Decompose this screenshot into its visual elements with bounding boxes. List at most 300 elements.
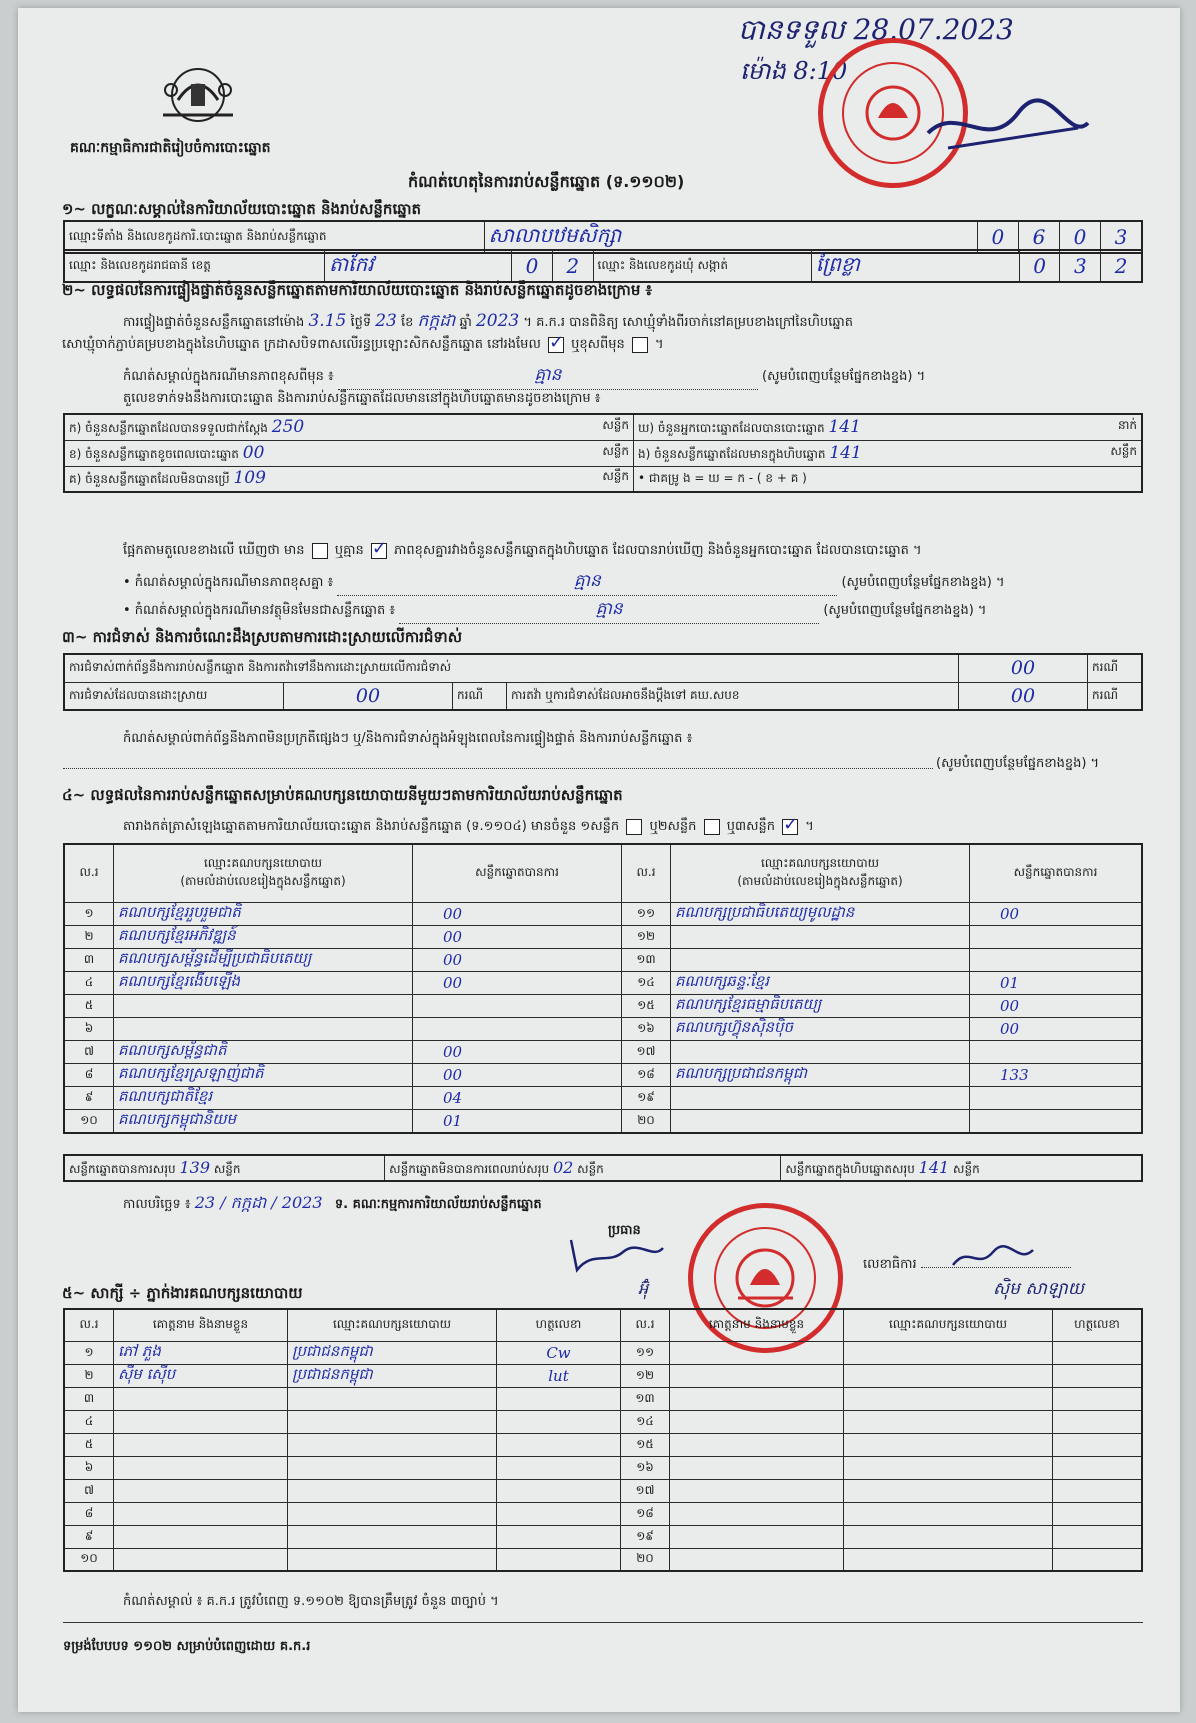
b-label: ខ) ចំនួនសន្លឹកឆ្នោតខូចពេលបោះឆ្នោត (69, 446, 239, 461)
w-col-name: គោត្តនាម និងនាមខ្លួន (670, 1309, 844, 1341)
result-party: គណបក្សសម្ព័ន្ធដើម្បីប្រជាធិបតេយ្យ (114, 948, 413, 971)
row-d (634, 414, 1143, 440)
footer-text: ទម្រង់បែបបទ ១១០២ សម្រាប់បំពេញដោយ គ.ក.រ (63, 1639, 311, 1654)
s1-row2-label: ឈ្មោះ និងលេខកូដរាជធានី ខេត្ត (64, 250, 325, 282)
result-party: គណបក្សខ្មែរអភិវឌ្ឍន៍ (114, 925, 413, 948)
witness-party (844, 1433, 1053, 1456)
witness-name (670, 1433, 844, 1456)
result-no: ២០ (622, 1109, 671, 1133)
witness-party (288, 1433, 497, 1456)
witness-no: ១៩ (621, 1525, 670, 1548)
witness-row (64, 1433, 1142, 1456)
s1-row1-label: ឈ្មោះទីតាំង និងលេខកូដការិ.បោះឆ្នោត និងរាប់សន្លឹកឆ្នោត (64, 221, 484, 253)
w-col-no: ល.រ (64, 1309, 114, 1341)
witness-row (64, 1410, 1142, 1433)
w-col-no: ល.រ (621, 1309, 670, 1341)
results-row (64, 994, 1142, 1017)
witness-name (114, 1502, 288, 1525)
obj-r2b-value: 00 (959, 682, 1088, 710)
w-col-party: ឈ្មោះគណបក្សនយោបាយ (288, 1309, 497, 1341)
nec-emblem (153, 60, 243, 130)
section4-title: ៤~ លទ្ធផលនៃការរាប់សន្លឹកឆ្នោតសម្រាប់គណបក្សនយោបាយនីមួយៗតាមការិយាល័យរាប់សន្លឹកឆ្នោត (62, 786, 623, 804)
result-no: ១ (64, 902, 114, 925)
ballot-count-table (63, 413, 1143, 493)
obj-r2-label: ការជំទាស់ដែលបានដោះស្រាយ (64, 682, 284, 710)
result-votes (970, 925, 1143, 948)
witness-no: ៦ (64, 1456, 114, 1479)
witness-name (114, 1410, 288, 1433)
witness-signature (1053, 1456, 1143, 1479)
s2-p4: តួលេខទាក់ទងនឹងការបោះឆ្នោត និងការរាប់សន្លឹកឆ្នោតដែលមាននៅក្នុងហិបឆ្នោតមានដូចខាងក្រោម ៖ (123, 391, 601, 406)
s1-digit: 6 (1018, 221, 1059, 253)
witness-row (64, 1341, 1142, 1364)
s2-p6-hint: (សូមបំពេញបន្ថែមផ្នែកខាងខ្នង) ។ (841, 575, 1005, 590)
section1-table-row2 (63, 249, 1143, 283)
witness-no: ៥ (64, 1433, 114, 1456)
witness-no: ១ (64, 1341, 114, 1364)
results-row (64, 1086, 1142, 1109)
witness-name (670, 1525, 844, 1548)
s4-intro-c: ឬ៣សន្លឹក (726, 819, 775, 834)
e-value: 141 (829, 442, 862, 463)
result-votes: 01 (970, 971, 1143, 994)
s2-p5-text: ផ្អែកតាមតួលេខខាងលើ ឃើញថា មាន (123, 543, 305, 558)
witness-no: ៣ (64, 1387, 114, 1410)
col-party (114, 844, 413, 902)
witness-signature (1053, 1502, 1143, 1525)
b-value: 00 (242, 442, 265, 463)
witness-party (844, 1341, 1053, 1364)
col-party (671, 844, 970, 902)
has-difference-checkbox[interactable] (312, 543, 328, 559)
s1-row2-label-b: ឈ្មោះ និងលេខកូដឃុំ សង្កាត់ (593, 250, 811, 282)
witness-signature (497, 1433, 621, 1456)
witness-no: ១១ (621, 1341, 670, 1364)
witness-no: ១០ (64, 1548, 114, 1571)
col-votes: សន្លឹកឆ្នោតបានការ (413, 844, 622, 902)
witness-signature (1053, 1479, 1143, 1502)
s2-p2-ok: ឬខុសពីមុន (571, 337, 625, 352)
result-party: គណបក្សខ្មែររួបរួមជាតិ (114, 902, 413, 925)
witness-table (63, 1308, 1143, 1572)
witness-signature (497, 1479, 621, 1502)
same-checkbox[interactable] (548, 337, 564, 353)
result-no: ១១ (622, 902, 671, 925)
row-a (64, 414, 634, 440)
witness-no: ១៥ (621, 1433, 670, 1456)
witness-party (288, 1456, 497, 1479)
result-no: ២ (64, 925, 114, 948)
result-votes: 00 (970, 1017, 1143, 1040)
witness-party: ប្រជាជនកម្ពុជា (288, 1364, 497, 1387)
s4-date-label: កាលបរិច្ឆេទ ៖ (123, 1197, 191, 1212)
col-votes: សន្លឹកឆ្នោតបានការ (970, 844, 1143, 902)
witness-name (670, 1502, 844, 1525)
section5-title: ៥~ សាក្សី ÷ ភ្នាក់ងារគណបក្សនយោបាយ (62, 1284, 303, 1302)
d-unit: នាក់ (1117, 417, 1137, 432)
total-box-value: 141 (918, 1157, 950, 1177)
result-party: គណបក្សកម្ពុជានិយម (114, 1109, 413, 1133)
witness-signature (1053, 1433, 1143, 1456)
results-row (64, 1017, 1142, 1040)
chair-label: ប្រធាន (608, 1223, 641, 1238)
witness-signature (497, 1387, 621, 1410)
result-party (114, 994, 413, 1017)
result-votes: 01 (413, 1109, 622, 1133)
different-checkbox[interactable] (632, 337, 648, 353)
secretary-name: ស៊ិម សាឡាយ (993, 1279, 1084, 1299)
witness-row (64, 1502, 1142, 1525)
witness-row (64, 1479, 1142, 1502)
result-party: គណបក្សហ៊្វុនស៊ិនប៉ិច (671, 1017, 970, 1040)
witness-name (114, 1456, 288, 1479)
result-party: គណបក្សប្រជាធិបតេយ្យមូលដ្ឋាន (671, 902, 970, 925)
col-no: ល.រ (622, 844, 671, 902)
s2-p1c: ខែ (401, 315, 414, 330)
witness-no: ១៦ (621, 1456, 670, 1479)
witness-name (114, 1479, 288, 1502)
s2-p7-hint: (សូមបំពេញបន្ថែមផ្នែកខាងខ្នង) ។ (823, 603, 987, 618)
witness-no: ៧ (64, 1479, 114, 1502)
result-party (671, 1109, 970, 1133)
s4-intro-text: តារាងកត់ត្រាសំឡេងឆ្នោតតាមការិយាល័យបោះឆ្នោត និងរាប់សន្លឹកឆ្នោត (ទ.១១០៤) មានចំនួន ១សន្លឹក (123, 819, 620, 834)
s3-hint: (សូមបំពេញបន្ថែមផ្នែកខាងខ្នង) ។ (936, 756, 1100, 771)
objection-table (63, 653, 1143, 711)
form-title: កំណត់ហេតុនៃការរាប់សន្លឹកឆ្នោត (ទ.១១០២) (408, 172, 685, 191)
s1-digit: 0 (512, 250, 553, 282)
results-row (64, 1109, 1142, 1133)
witness-party (288, 1525, 497, 1548)
total-valid-unit: សន្លឹក (213, 1161, 241, 1176)
witness-party (844, 1525, 1053, 1548)
s2-p7-label: • កំណត់សម្គាល់ក្នុងករណីមានវត្ថុមិនមែនជាសន្លឹកឆ្នោត ៖ (123, 603, 396, 618)
result-no: ១០ (64, 1109, 114, 1133)
row-e (634, 440, 1143, 466)
witness-signature (497, 1456, 621, 1479)
total-valid (64, 1155, 385, 1181)
obj-r1-label: ការជំទាស់ពាក់ព័ន្ធនឹងការរាប់សន្លឹកឆ្នោត និងការតវ៉ាទៅនឹងការដោះស្រាយលើការជំទាស់ (69, 660, 452, 675)
w-col-sign: ហត្ថលេខា (1053, 1309, 1143, 1341)
d-value: 141 (828, 416, 861, 437)
witness-signature (1053, 1525, 1143, 1548)
result-party: គណបក្សប្រជាជនកម្ពុជា (671, 1063, 970, 1086)
witness-signature (497, 1525, 621, 1548)
secretary-signature (948, 1240, 1038, 1275)
chair-signature (563, 1230, 673, 1285)
obj-r2-value: 00 (284, 682, 453, 710)
witness-signature (1053, 1364, 1143, 1387)
witness-party (844, 1387, 1053, 1410)
result-votes (970, 948, 1143, 971)
one-sheet-checkbox[interactable] (626, 819, 642, 835)
witness-name (670, 1479, 844, 1502)
total-box-unit: សន្លឹក (953, 1161, 980, 1176)
results-row (64, 902, 1142, 925)
result-party (114, 1017, 413, 1040)
witness-party (844, 1502, 1053, 1525)
s2-p7 (123, 598, 1153, 624)
result-no: ៨ (64, 1063, 114, 1086)
witness-name (114, 1433, 288, 1456)
result-party: គណបក្សឆន្ទៈខ្មែរ (671, 971, 970, 994)
a-unit: សន្លឹក (602, 417, 629, 432)
witness-no: ២០ (621, 1548, 670, 1571)
result-votes (970, 1109, 1143, 1133)
s2-p2-text: សោឃ្មុំចាក់ភ្ជាប់គម្របខាងក្នុងនៃហិបឆ្នោត ក្រដាសបិទពាសលើរន្ធប្រឡោះសិកសន្លឹកឆ្នោត នៅរងមែល (62, 337, 541, 352)
s3-note (123, 730, 1153, 749)
result-no: ៤ (64, 971, 114, 994)
witness-row (64, 1387, 1142, 1410)
s2-p6-value: គ្មាន (337, 570, 837, 596)
result-party: គណបក្សខ្មែរធម្មាធិបតេយ្យ (671, 994, 970, 1017)
s2-p5c: ភាពខុសគ្នារវាងចំនួនសន្លឹកឆ្នោតក្នុងហិបឆ្នោត ដែលបានរាប់ឃើញ និងចំនួនអ្នកបោះឆ្នោត ដែលបានបោះឆ្នោត ។ (394, 543, 922, 558)
col-party-title: ឈ្មោះគណបក្សនយោបាយ (203, 856, 323, 871)
s2-day: 23 (375, 311, 397, 331)
witness-name: ស៊ឹម ស៊ើប (114, 1364, 288, 1387)
witness-party (844, 1410, 1053, 1433)
witness-row (64, 1364, 1142, 1387)
witness-no: ១៤ (621, 1410, 670, 1433)
s2-p3-label: កំណត់សម្គាល់ក្នុងករណីមានភាពខុសពីមុន ៖ (123, 369, 334, 384)
form-page (18, 8, 1180, 1712)
result-votes: 04 (413, 1086, 622, 1109)
witness-signature (497, 1410, 621, 1433)
witness-name (114, 1548, 288, 1571)
s2-p1b: ថ្ងៃទី (350, 315, 372, 330)
s4-intro: តារាងកត់ត្រាសំឡេងឆ្នោតតាមការិយាល័យបោះឆ្នោត និងរាប់សន្លឹកឆ្នោត (ទ.១១០៤) មានចំនួន ១សន្លឹក ឬ២សន្លឹក ឬ៣សន្លឹក ✓ ។ (123, 818, 814, 837)
witness-signature (1053, 1548, 1143, 1571)
witness-no: ១៧ (621, 1479, 670, 1502)
e-label: ង) ចំនួនសន្លឹកឆ្នោតដែលមានក្នុងហិបឆ្នោត (638, 446, 826, 461)
s5-note: កំណត់សម្គាល់ ៖ គ.ក.រ ត្រូវបំពេញ ទ.១១០២ ឱ្យបានត្រឹមត្រូវ ចំនួន ៣ច្បាប់ ។ (123, 1594, 499, 1609)
total-box-label: សន្លឹកឆ្នោតក្នុងហិបឆ្នោតសរុប (785, 1161, 915, 1176)
witness-no: ១៣ (621, 1387, 670, 1410)
witness-name (114, 1525, 288, 1548)
results-row (64, 1040, 1142, 1063)
obj-r1-value: 00 (959, 654, 1088, 682)
s4-intro-b: ឬ២សន្លឹក (649, 819, 697, 834)
witness-name: ភៅ ភួង (114, 1341, 288, 1364)
obj-r2b-label: ការតវ៉ា ឬការជំទាស់ដែលអាចនឹងប្តឹងទៅ គឃ.សបខ (507, 682, 959, 710)
witness-no: ២ (64, 1364, 114, 1387)
result-no: ១៧ (622, 1040, 671, 1063)
witness-row (64, 1548, 1142, 1571)
result-party (671, 948, 970, 971)
result-party: គណបក្សខ្មែរងើបឡើង (114, 971, 413, 994)
result-votes (413, 994, 622, 1017)
obj-unit: ករណី (453, 682, 507, 710)
results-table (63, 843, 1143, 1134)
col-no: ល.រ (64, 844, 114, 902)
s4-date (123, 1192, 542, 1216)
row-b (64, 440, 634, 466)
result-votes: 00 (970, 994, 1143, 1017)
result-votes: 00 (413, 925, 622, 948)
witness-name (670, 1387, 844, 1410)
s1-digit: 0 (1019, 250, 1060, 282)
witness-signature (1053, 1341, 1143, 1364)
e-unit: សន្លឹក (1110, 443, 1137, 458)
result-party: គណបក្សសម្ព័ន្ធជាតិ (114, 1040, 413, 1063)
witness-no: ៨ (64, 1502, 114, 1525)
s4-date-value: 23 / កក្កដា / 2023 (194, 1193, 323, 1212)
s4-committee: ទ. គណៈកម្មការការិយាល័យរាប់សន្លឹកឆ្នោត (334, 1197, 542, 1212)
received-note: បានទទួល 28.07.2023 (738, 13, 1014, 46)
s1-row2-value-b: ព្រៃខ្លា (811, 250, 1019, 282)
result-party (671, 1040, 970, 1063)
s2-p7-value: គ្មាន (399, 598, 819, 624)
witness-party (844, 1548, 1053, 1571)
d-label: ឃ) ចំនួនអ្នកបោះឆ្នោតដែលបានបោះឆ្នោត (638, 420, 825, 435)
result-votes (970, 1086, 1143, 1109)
s1-digit: 3 (1060, 250, 1101, 282)
result-party (671, 925, 970, 948)
witness-row (64, 1525, 1142, 1548)
obj-r1 (64, 654, 959, 682)
witness-name (670, 1341, 844, 1364)
signature-top (918, 93, 1098, 163)
result-votes: 00 (413, 902, 622, 925)
witness-row (64, 1456, 1142, 1479)
witness-party (844, 1456, 1053, 1479)
result-no: ១៦ (622, 1017, 671, 1040)
s2-year: 2023 (475, 311, 520, 331)
result-no: ៣ (64, 948, 114, 971)
total-invalid-unit: សន្លឹក (577, 1161, 604, 1176)
result-party (671, 1086, 970, 1109)
witness-no: ១៨ (621, 1502, 670, 1525)
witness-party (844, 1479, 1053, 1502)
results-row (64, 1063, 1142, 1086)
result-no: ១៥ (622, 994, 671, 1017)
obj-unit: ករណី (1088, 682, 1143, 710)
result-votes: 00 (413, 971, 622, 994)
witness-signature (497, 1502, 621, 1525)
s2-month: កក្កដា (417, 311, 456, 331)
totals-row (63, 1154, 1143, 1182)
result-votes: 133 (970, 1063, 1143, 1086)
s3-note-line (63, 768, 933, 769)
no-difference-checkbox[interactable] (371, 543, 387, 559)
row-c (64, 466, 634, 492)
c-value: 109 (233, 468, 266, 489)
w-col-name: គោត្តនាម និងនាមខ្លួន (114, 1309, 288, 1341)
s1-digit: 2 (552, 250, 593, 282)
total-valid-value: 139 (179, 1157, 211, 1177)
formula: • ជាគម្រូ ង = ឃ = ក - ( ខ + គ ) (634, 466, 1143, 492)
s2-p1d: ឆ្នាំ (459, 315, 472, 330)
total-invalid-label: សន្លឹកឆ្នោតមិនបានការពេលរាប់សរុប (389, 1161, 550, 1176)
a-label: ក) ចំនួនសន្លឹកឆ្នោតដែលបានទទួលជាក់ស្តែង (69, 420, 268, 435)
s1-row1-value: សាលាបឋមសិក្សា (484, 221, 977, 253)
result-no: ៧ (64, 1040, 114, 1063)
s2-p6-label: • កំណត់សម្គាល់ក្នុងករណីមានភាពខុសគ្នា ៖ (123, 575, 334, 590)
result-no: ៩ (64, 1086, 114, 1109)
result-no: ១៩ (622, 1086, 671, 1109)
result-votes: 00 (413, 1040, 622, 1063)
s2-p1-text: ការផ្ទៀងផ្ទាត់ចំនួនសន្លឹកឆ្នោតនៅម៉ោង (123, 315, 305, 330)
result-no: ១២ (622, 925, 671, 948)
witness-party (288, 1502, 497, 1525)
col-party-sub: (តាមលំដាប់លេខរៀងក្នុងសន្លឹកឆ្នោត) (737, 874, 903, 889)
s2-p1 (123, 310, 853, 335)
three-sheet-checkbox[interactable] (782, 819, 798, 835)
s2-p3-hint: (សូមបំពេញបន្ថែមផ្នែកខាងខ្នង) ។ (762, 369, 926, 384)
s2-p5b: ឬគ្មាន (334, 543, 364, 558)
s1-digit: 2 (1101, 250, 1142, 282)
total-invalid (385, 1155, 781, 1181)
result-party: គណបក្សខ្មែរស្រឡាញ់ជាតិ (114, 1063, 413, 1086)
s2-p3 (123, 364, 1153, 390)
results-row (64, 971, 1142, 994)
a-value: 250 (271, 416, 305, 437)
s2-p6 (123, 570, 1153, 596)
result-no: ១៤ (622, 971, 671, 994)
results-row (64, 925, 1142, 948)
result-party: គណបក្សជាតិខ្មែរ (114, 1086, 413, 1109)
result-votes (413, 1017, 622, 1040)
s3-note-text: កំណត់សម្គាល់ពាក់ព័ន្ធនឹងភាពមិនប្រក្រតីផ្សេងៗ ឬ/និងការជំទាស់ក្នុងអំឡុងពេលនៃការផ្ទៀងផ្ទាត់ និងការរាប់សន្លឹកឆ្នោត ៖ (123, 731, 693, 746)
witness-party (844, 1364, 1053, 1387)
result-votes: 00 (970, 902, 1143, 925)
s2-p3-value: គ្មាន (338, 364, 758, 390)
section2-title: ២~ លទ្ធផលនៃការផ្ទៀងផ្ទាត់ចំនួនសន្លឹកឆ្នោតតាមការិយាល័យបោះឆ្នោត និងរាប់សន្លឹកឆ្នោតដូចខាងក្រោម ៖ (62, 281, 653, 299)
s2-p1e: ។ គ.ក.រ បានពិនិត្យ សោឃ្មុំទាំងពីរចាក់នៅគម្របខាងក្រៅនៃហិបឆ្នោត (523, 315, 854, 330)
result-no: ១៨ (622, 1063, 671, 1086)
witness-party: ប្រជាជនកម្ពុជា (288, 1341, 497, 1364)
result-votes: 00 (413, 1063, 622, 1086)
result-no: ៥ (64, 994, 114, 1017)
w-col-party: ឈ្មោះគណបក្សនយោបាយ (844, 1309, 1053, 1341)
c-label: គ) ចំនួនសន្លឹកឆ្នោតដែលមិនបានប្រើ (69, 472, 230, 487)
result-no: ៦ (64, 1017, 114, 1040)
c-unit: សន្លឹក (602, 469, 629, 484)
s2-time: 3.15 (308, 311, 347, 331)
total-box (781, 1155, 1142, 1181)
s1-digit: 0 (1059, 221, 1100, 253)
witness-no: ១២ (621, 1364, 670, 1387)
result-votes (970, 1040, 1143, 1063)
received-time: ម៉ោង 8:10 (740, 57, 848, 85)
s2-p2: សោឃ្មុំចាក់ភ្ជាប់គម្របខាងក្នុងនៃហិបឆ្នោត ក្រដាសបិទពាសលើរន្ធប្រឡោះសិកសន្លឹកឆ្នោត នៅរងមែល ✓ ឬខុសពីមុន ។ (62, 336, 664, 355)
w-col-sign: ហត្ថលេខា (497, 1309, 621, 1341)
footer-rule (63, 1622, 1143, 1623)
witness-signature: lut (497, 1364, 621, 1387)
col-party-title: ឈ្មោះគណបក្សនយោបាយ (760, 856, 880, 871)
witness-name (670, 1410, 844, 1433)
witness-signature: Cw (497, 1341, 621, 1364)
obj-unit: ករណី (1088, 654, 1143, 682)
org-name: គណៈកម្មាធិការជាតិរៀបចំការបោះឆ្នោត (70, 140, 271, 156)
witness-name (670, 1548, 844, 1571)
b-unit: សន្លឹក (602, 443, 629, 458)
result-no: ១៣ (622, 948, 671, 971)
two-sheet-checkbox[interactable] (704, 819, 720, 835)
witness-no: ៤ (64, 1410, 114, 1433)
total-invalid-value: 02 (552, 1157, 574, 1177)
witness-party (288, 1548, 497, 1571)
s2-p5 (123, 542, 922, 561)
col-party-sub: (តាមលំដាប់លេខរៀងក្នុងសន្លឹកឆ្នោត) (180, 874, 346, 889)
witness-signature (1053, 1410, 1143, 1433)
section3-title: ៣~ ការជំទាស់ និងការចំណេះដឹងស្របតាមការដោះស្រាយលើការជំទាស់ (62, 628, 462, 646)
witness-party (288, 1387, 497, 1410)
s1-row2-value: តាកែវ (325, 250, 512, 282)
witness-no: ៩ (64, 1525, 114, 1548)
result-votes: 00 (413, 948, 622, 971)
witness-signature (1053, 1387, 1143, 1410)
witness-name (670, 1364, 844, 1387)
